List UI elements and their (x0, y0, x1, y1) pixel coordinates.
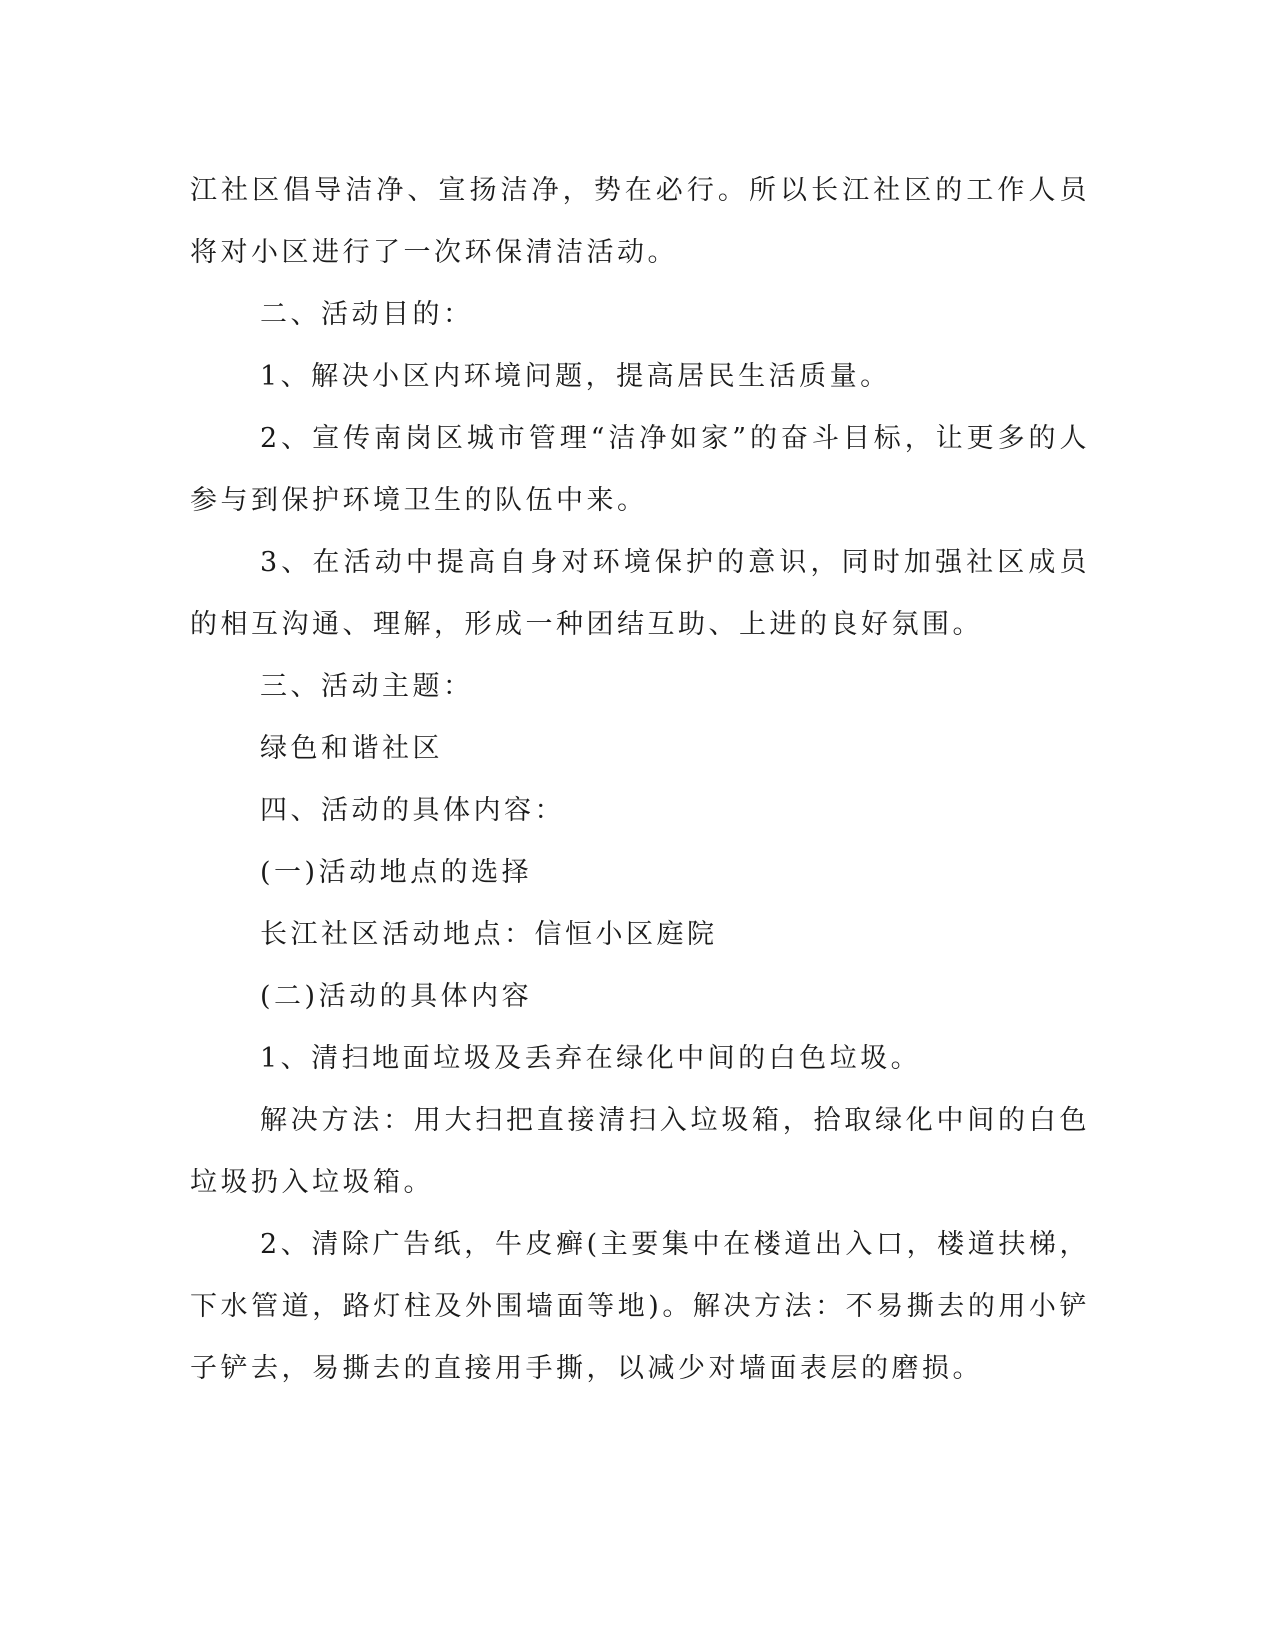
activity-theme-text: 绿色和谐社区 (260, 733, 443, 764)
purpose-item-2: 2、宣传南岗区城市管理“洁净如家”的奋斗目标，让更多的人参与到保护环境卫生的队伍中来。 (190, 423, 1090, 516)
purpose-item-1: 1、解决小区内环境问题，提高居民生活质量。 (260, 361, 891, 392)
heading-activity-purpose: 二、活动目的： (260, 299, 474, 330)
purpose-item-3: 3、在活动中提高自身对环境保护的意识，同时加强社区成员的相互沟通、理解，形成一种团结互助、上进的良好氛围。 (190, 547, 1090, 640)
content-item-2: 2、清除广告纸，牛皮癣(主要集中在楼道出入口，楼道扶梯，下水管道，路灯柱及外围墙面等地)。解决方法：不易撕去的用小铲子铲去，易撕去的直接用手撕，以减少对墙面表层的磨损。 (190, 1229, 1090, 1384)
subheading-specific-content: (二)活动的具体内容 (260, 981, 533, 1012)
document-body (190, 160, 1090, 1400)
activity-location-text: 长江社区活动地点：信恒小区庭院 (260, 919, 718, 950)
content-item-1-solution: 解决方法：用大扫把直接清扫入垃圾箱，拾取绿化中间的白色垃圾扔入垃圾箱。 (190, 1105, 1090, 1198)
content-item-1: 1、清扫地面垃圾及丢弃在绿化中间的白色垃圾。 (260, 1043, 922, 1074)
heading-activity-content: 四、活动的具体内容： (260, 795, 565, 826)
paragraph-intro-continued: 江社区倡导洁净、宣扬洁净，势在必行。所以长江社区的工作人员将对小区进行了一次环保清洁活动。 (190, 175, 1090, 268)
heading-activity-theme: 三、活动主题： (260, 671, 474, 702)
subheading-location-selection: (一)活动地点的选择 (260, 857, 533, 888)
